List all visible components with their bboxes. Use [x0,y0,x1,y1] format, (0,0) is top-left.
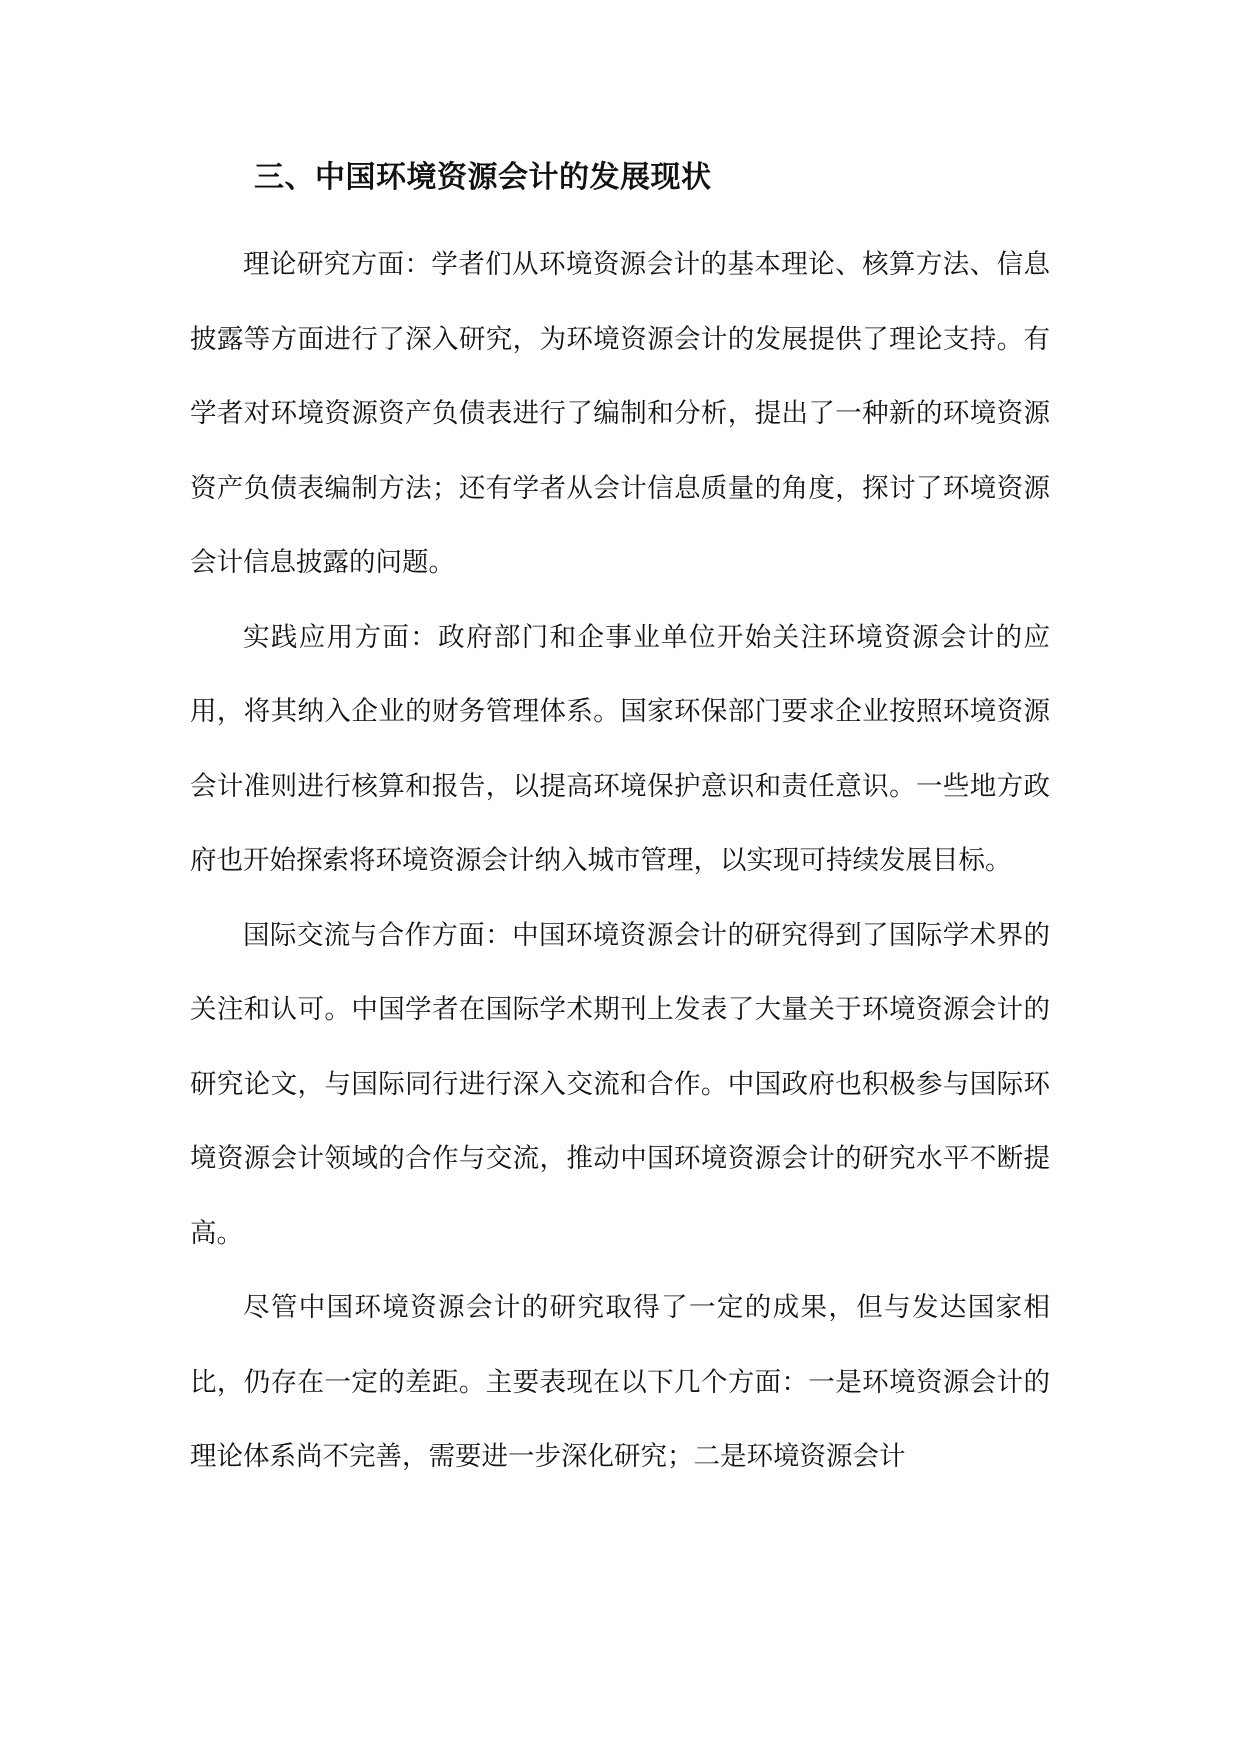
section-heading: 三、中国环境资源会计的发展现状 [254,160,712,195]
document-body [190,150,1050,1495]
paragraph-practice-application: 实践应用方面：政府部门和企事业单位开始关注环境资源会计的应用，将其纳入企业的财务管理体系。国家环保部门要求企业按照环境资源会计准则进行核算和报告，以提高环境保护意识和责任意识。一些地方政府也开始探索将环境资源会计纳入城市管理，以实现可持续发展目标。 [190,621,1050,876]
paragraph-theory-research: 理论研究方面：学者们从环境资源会计的基本理论、核算方法、信息披露等方面进行了深入研究，为环境资源会计的发展提供了理论支持。有学者对环境资源资产负债表进行了编制和分析，提出了一种新的环境资源资产负债表编制方法；还有学者从会计信息质量的角度，探讨了环境资源会计信息披露的问题。 [190,249,1050,578]
paragraph-international-exchange: 国际交流与合作方面：中国环境资源会计的研究得到了国际学术界的关注和认可。中国学者在国际学术期刊上发表了大量关于环境资源会计的研究论文，与国际同行进行深入交流和合作。中国政府也积极参与国际环境资源会计领域的合作与交流，推动中国环境资源会计的研究水平不断提高。 [190,919,1050,1249]
paragraph-gap-analysis: 尽管中国环境资源会计的研究取得了一定的成果，但与发达国家相比，仍存在一定的差距。主要表现在以下几个方面：一是环境资源会计的理论体系尚不完善，需要进一步深化研究；二是环境资源会计 [190,1292,1050,1472]
